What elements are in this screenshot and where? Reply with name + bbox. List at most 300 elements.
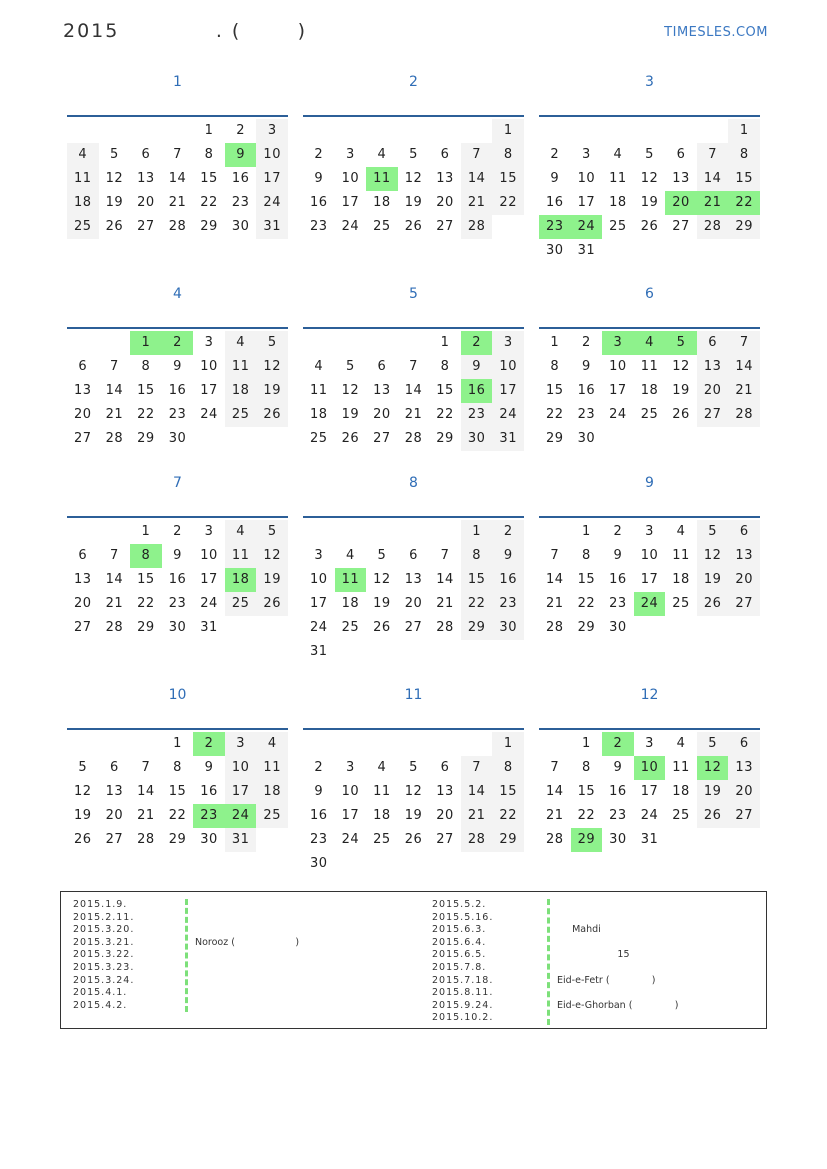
day-cell: 21 xyxy=(137,808,155,823)
day-cell: 23 xyxy=(168,596,187,611)
legend-holiday-name: 15 xyxy=(557,949,630,961)
day-cell: 26 xyxy=(404,219,423,234)
legend-holiday-name: Mahdi xyxy=(557,924,601,936)
legend-date: 2015.8.11. xyxy=(432,987,494,999)
empty-cell xyxy=(539,119,571,143)
day-cell: 14 xyxy=(105,572,124,587)
day-cell: 28 xyxy=(461,215,493,239)
day-cell: 4 xyxy=(345,548,355,563)
legend-date: 2015.10.2. xyxy=(432,1012,494,1024)
day-cell: 1 xyxy=(492,119,524,143)
empty-cell xyxy=(429,732,461,756)
day-cell: 14 xyxy=(105,383,124,398)
day-cell: 13 xyxy=(436,784,454,799)
day-cell: 12 xyxy=(256,355,288,379)
day-cell: 30 xyxy=(168,431,187,446)
day-cell: 23 xyxy=(310,832,328,847)
day-cell: 28 xyxy=(546,620,564,635)
day-cell: 19 xyxy=(640,195,659,210)
day-cell: 24 xyxy=(200,407,218,422)
empty-cell xyxy=(398,732,430,756)
day-cell: 19 xyxy=(105,195,124,210)
day-cell: 22 xyxy=(137,596,155,611)
day-cell: 27 xyxy=(74,620,92,635)
day-cell: 6 xyxy=(440,760,450,775)
day-cell: 21 xyxy=(546,808,564,823)
legend-date: 2015.5.2. xyxy=(432,899,487,910)
empty-cell xyxy=(67,331,99,355)
day-cell: 3 xyxy=(204,335,214,350)
day-cell: 31 xyxy=(200,620,218,635)
day-cell: 3 xyxy=(345,760,355,775)
empty-cell xyxy=(429,119,461,143)
day-cell: 6 xyxy=(409,548,418,563)
day-cell: 28 xyxy=(137,832,155,847)
day-cell: 19 xyxy=(74,808,92,823)
day-cell: 15 xyxy=(546,383,564,398)
day-cell: 1 xyxy=(581,736,591,751)
day-cell: 8 xyxy=(581,760,591,775)
day-cell: 12 xyxy=(697,544,729,568)
day-cell: 5 xyxy=(409,760,418,775)
day-cell: 10 xyxy=(310,572,328,587)
day-cell: 22 xyxy=(577,808,596,823)
day-cell: 16 xyxy=(200,784,218,799)
month-divider xyxy=(539,327,760,329)
day-cell: 29 xyxy=(546,431,564,446)
holiday-day-cell: 3 xyxy=(602,331,634,355)
day-cell: 26 xyxy=(373,620,391,635)
day-cell: 8 xyxy=(581,548,591,563)
day-cell: 24 xyxy=(341,219,360,234)
day-cell: 28 xyxy=(461,828,493,852)
empty-cell xyxy=(303,119,335,143)
holiday-day-cell: 8 xyxy=(130,544,162,568)
day-cell: 25 xyxy=(225,592,257,616)
empty-cell xyxy=(130,119,162,143)
day-cell: 5 xyxy=(645,147,654,162)
day-cell: 26 xyxy=(74,832,92,847)
month-title: 1 xyxy=(173,74,182,90)
empty-cell xyxy=(67,119,99,143)
day-cell: 3 xyxy=(225,732,257,756)
day-cell: 24 xyxy=(341,832,360,847)
day-cell: 13 xyxy=(74,383,92,398)
day-cell: 3 xyxy=(204,524,214,539)
day-cell: 18 xyxy=(609,195,627,210)
day-cell: 29 xyxy=(168,832,187,847)
holiday-day-cell: 2 xyxy=(461,331,493,355)
day-cell: 5 xyxy=(78,760,88,775)
day-cell: 31 xyxy=(640,832,659,847)
day-cell: 24 xyxy=(200,596,218,611)
empty-cell xyxy=(602,119,634,143)
legend-holiday-name xyxy=(557,899,787,912)
month-divider xyxy=(67,327,288,329)
empty-cell xyxy=(99,732,131,756)
legend-holiday-name xyxy=(557,962,787,975)
empty-cell xyxy=(398,331,430,355)
day-cell: 4 xyxy=(377,760,387,775)
holiday-day-cell: 9 xyxy=(225,143,257,167)
day-cell: 14 xyxy=(137,784,155,799)
legend-date: 2015.4.1. xyxy=(73,987,128,999)
day-cell: 21 xyxy=(404,407,423,422)
day-cell: 23 xyxy=(168,407,187,422)
empty-cell xyxy=(335,520,367,544)
day-cell: 27 xyxy=(137,219,155,234)
day-cell: 14 xyxy=(436,572,454,587)
empty-cell xyxy=(303,520,335,544)
month-divider xyxy=(303,327,524,329)
day-cell: 15 xyxy=(168,784,187,799)
day-cell: 17 xyxy=(492,379,524,403)
empty-cell xyxy=(571,119,603,143)
day-cell: 15 xyxy=(492,780,524,804)
day-cell: 15 xyxy=(461,568,493,592)
day-cell: 25 xyxy=(225,403,257,427)
day-cell: 14 xyxy=(168,171,187,186)
month-title: 7 xyxy=(173,475,182,491)
empty-cell xyxy=(130,732,162,756)
empty-cell xyxy=(398,520,430,544)
legend-holiday-name xyxy=(195,949,425,962)
day-cell: 27 xyxy=(436,832,454,847)
day-cell: 19 xyxy=(341,407,360,422)
day-grid xyxy=(67,732,288,852)
day-cell: 23 xyxy=(492,592,524,616)
day-cell: 28 xyxy=(105,431,124,446)
holiday-day-cell: 5 xyxy=(665,331,697,355)
day-cell: 18 xyxy=(640,383,659,398)
day-cell: 30 xyxy=(200,832,218,847)
day-cell: 20 xyxy=(436,808,454,823)
day-cell: 15 xyxy=(137,383,155,398)
day-cell: 1 xyxy=(550,335,560,350)
day-cell: 10 xyxy=(225,756,257,780)
day-cell: 8 xyxy=(173,760,182,775)
day-cell: 29 xyxy=(137,620,155,635)
day-cell: 6 xyxy=(440,147,450,162)
day-cell: 17 xyxy=(640,572,659,587)
day-cell: 26 xyxy=(672,407,690,422)
day-cell: 20 xyxy=(404,596,423,611)
legend-dates-left xyxy=(73,899,134,1012)
day-cell: 20 xyxy=(105,808,124,823)
day-cell: 24 xyxy=(256,191,288,215)
day-cell: 6 xyxy=(377,359,387,374)
day-cell: 25 xyxy=(672,808,690,823)
legend-date: 2015.2.11. xyxy=(73,911,135,923)
holiday-day-cell: 24 xyxy=(571,215,603,239)
legend-date: 2015.9.24. xyxy=(432,999,494,1011)
day-cell: 1 xyxy=(440,335,450,350)
holiday-day-cell: 23 xyxy=(539,215,571,239)
day-cell: 21 xyxy=(546,596,564,611)
day-cell: 6 xyxy=(697,331,729,355)
holiday-day-cell: 2 xyxy=(162,331,194,355)
day-cell: 23 xyxy=(577,407,596,422)
day-cell: 14 xyxy=(546,784,564,799)
legend-holiday-name xyxy=(557,937,787,950)
day-cell: 6 xyxy=(728,520,760,544)
legend-date: 2015.5.16. xyxy=(432,911,494,923)
empty-cell xyxy=(335,732,367,756)
day-cell: 23 xyxy=(231,195,250,210)
month-divider xyxy=(303,516,524,518)
legend-holiday-name xyxy=(195,987,425,1000)
day-cell: 6 xyxy=(141,147,151,162)
day-cell: 1 xyxy=(173,736,182,751)
day-cell: 16 xyxy=(577,383,596,398)
day-cell: 22 xyxy=(436,407,454,422)
month-title: 6 xyxy=(645,286,654,302)
day-cell: 7 xyxy=(728,331,760,355)
month-divider xyxy=(303,728,524,730)
holiday-day-cell: 4 xyxy=(634,331,666,355)
holiday-day-cell: 18 xyxy=(225,568,257,592)
legend-date: 2015.3.23. xyxy=(73,961,135,973)
day-cell: 9 xyxy=(173,359,182,374)
day-cell: 10 xyxy=(492,355,524,379)
day-cell: 11 xyxy=(225,544,257,568)
legend-date: 2015.6.5. xyxy=(432,949,487,961)
legend-holiday-name xyxy=(195,975,425,988)
day-cell: 29 xyxy=(461,616,493,640)
day-cell: 17 xyxy=(200,572,218,587)
day-cell: 21 xyxy=(461,804,493,828)
day-cell: 7 xyxy=(141,760,151,775)
day-cell: 14 xyxy=(404,383,423,398)
day-cell: 1 xyxy=(581,524,591,539)
day-cell: 19 xyxy=(697,780,729,804)
day-cell: 30 xyxy=(609,620,627,635)
empty-cell xyxy=(398,119,430,143)
day-cell: 2 xyxy=(581,335,591,350)
day-cell: 3 xyxy=(581,147,591,162)
legend-date: 2015.7.18. xyxy=(432,974,494,986)
day-cell: 3 xyxy=(645,524,654,539)
day-cell: 28 xyxy=(697,215,729,239)
day-cell: 28 xyxy=(546,832,564,847)
month-divider xyxy=(303,115,524,117)
empty-cell xyxy=(303,732,335,756)
day-cell: 22 xyxy=(137,407,155,422)
empty-cell xyxy=(303,331,335,355)
legend-date: 2015.3.22. xyxy=(73,949,135,961)
day-cell: 13 xyxy=(404,572,423,587)
day-cell: 20 xyxy=(436,195,454,210)
day-cell: 13 xyxy=(697,355,729,379)
day-cell: 9 xyxy=(461,355,493,379)
day-cell: 5 xyxy=(256,331,288,355)
day-cell: 17 xyxy=(256,167,288,191)
day-cell: 6 xyxy=(78,548,88,563)
day-cell: 12 xyxy=(256,544,288,568)
day-cell: 29 xyxy=(436,431,454,446)
empty-cell xyxy=(429,520,461,544)
day-cell: 12 xyxy=(404,171,423,186)
day-grid xyxy=(539,520,760,640)
day-cell: 20 xyxy=(74,596,92,611)
day-cell: 26 xyxy=(640,219,659,234)
day-cell: 27 xyxy=(728,592,760,616)
day-cell: 23 xyxy=(609,808,627,823)
day-cell: 31 xyxy=(492,427,524,451)
legend-date: 2015.4.2. xyxy=(73,999,128,1011)
month-divider xyxy=(539,728,760,730)
day-cell: 22 xyxy=(492,804,524,828)
legend-holiday-name xyxy=(557,987,787,1000)
day-cell: 10 xyxy=(200,359,218,374)
day-cell: 2 xyxy=(492,520,524,544)
day-cell: 27 xyxy=(672,219,690,234)
day-cell: 27 xyxy=(436,219,454,234)
day-cell: 11 xyxy=(310,383,328,398)
day-cell: 30 xyxy=(310,856,328,871)
day-cell: 19 xyxy=(697,568,729,592)
day-cell: 10 xyxy=(640,548,659,563)
page-title: 2015 . ( ) xyxy=(63,20,308,42)
day-cell: 18 xyxy=(672,784,690,799)
day-cell: 7 xyxy=(461,756,493,780)
day-cell: 11 xyxy=(67,167,99,191)
day-cell: 9 xyxy=(581,359,591,374)
day-cell: 5 xyxy=(697,732,729,756)
empty-cell xyxy=(461,732,493,756)
day-cell: 15 xyxy=(436,383,454,398)
day-cell: 13 xyxy=(672,171,690,186)
holiday-day-cell: 24 xyxy=(634,592,666,616)
holiday-day-cell: 23 xyxy=(193,804,225,828)
empty-cell xyxy=(634,119,666,143)
day-cell: 22 xyxy=(200,195,218,210)
day-cell: 15 xyxy=(728,167,760,191)
day-cell: 10 xyxy=(341,784,360,799)
day-cell: 4 xyxy=(676,524,686,539)
day-cell: 16 xyxy=(168,383,187,398)
legend-date: 2015.3.20. xyxy=(73,924,135,936)
day-grid xyxy=(539,732,760,852)
day-cell: 2 xyxy=(314,760,324,775)
day-cell: 22 xyxy=(461,592,493,616)
day-cell: 16 xyxy=(310,808,328,823)
legend-holiday-name xyxy=(557,1012,787,1025)
day-cell: 8 xyxy=(550,359,560,374)
holiday-day-cell: 11 xyxy=(366,167,398,191)
legend-holiday-name xyxy=(195,899,425,912)
day-cell: 15 xyxy=(200,171,218,186)
day-cell: 10 xyxy=(200,548,218,563)
day-cell: 27 xyxy=(373,431,391,446)
day-cell: 16 xyxy=(168,572,187,587)
day-cell: 12 xyxy=(672,359,690,374)
day-cell: 1 xyxy=(492,732,524,756)
day-grid xyxy=(67,331,288,451)
legend-date: 2015.7.8. xyxy=(432,961,487,973)
day-cell: 30 xyxy=(231,219,250,234)
day-cell: 18 xyxy=(225,379,257,403)
day-cell: 28 xyxy=(105,620,124,635)
day-cell: 21 xyxy=(461,191,493,215)
day-cell: 9 xyxy=(314,784,324,799)
day-cell: 28 xyxy=(436,620,454,635)
day-cell: 21 xyxy=(728,379,760,403)
day-cell: 18 xyxy=(341,596,360,611)
day-cell: 13 xyxy=(436,171,454,186)
day-cell: 8 xyxy=(492,143,524,167)
legend-holiday-name: Eid-e-Fetr ( ) xyxy=(557,974,656,986)
holiday-day-cell: 12 xyxy=(697,756,729,780)
brand-logo[interactable]: TIMESLES.COM xyxy=(664,25,768,40)
holiday-day-cell: 20 xyxy=(665,191,697,215)
day-cell: 8 xyxy=(440,359,450,374)
empty-cell xyxy=(697,119,729,143)
day-cell: 25 xyxy=(640,407,659,422)
day-cell: 7 xyxy=(550,548,560,563)
legend-holiday-name: Norooz ( ) xyxy=(195,936,300,948)
empty-cell xyxy=(665,119,697,143)
day-cell: 10 xyxy=(609,359,627,374)
day-cell: 7 xyxy=(173,147,182,162)
day-grid xyxy=(303,520,524,664)
day-cell: 6 xyxy=(109,760,119,775)
month-title: 10 xyxy=(168,687,187,703)
empty-cell xyxy=(162,119,194,143)
day-cell: 18 xyxy=(256,780,288,804)
month-title: 11 xyxy=(404,687,423,703)
day-cell: 5 xyxy=(345,359,355,374)
day-cell: 11 xyxy=(672,548,690,563)
day-cell: 2 xyxy=(236,123,246,138)
empty-cell xyxy=(99,119,131,143)
empty-cell xyxy=(67,520,99,544)
day-cell: 27 xyxy=(404,620,423,635)
day-cell: 16 xyxy=(310,195,328,210)
day-grid xyxy=(539,119,760,263)
day-cell: 26 xyxy=(256,403,288,427)
legend-dates-right xyxy=(432,899,493,1025)
day-cell: 7 xyxy=(109,359,119,374)
month-divider xyxy=(67,516,288,518)
day-cell: 10 xyxy=(256,143,288,167)
day-cell: 2 xyxy=(173,524,182,539)
day-cell: 30 xyxy=(168,620,187,635)
day-cell: 6 xyxy=(676,147,686,162)
month-divider xyxy=(67,728,288,730)
day-cell: 7 xyxy=(550,760,560,775)
day-cell: 30 xyxy=(461,427,493,451)
day-cell: 2 xyxy=(550,147,560,162)
day-cell: 16 xyxy=(492,568,524,592)
day-cell: 25 xyxy=(341,620,360,635)
day-cell: 28 xyxy=(728,403,760,427)
day-cell: 22 xyxy=(577,596,596,611)
month-title: 12 xyxy=(640,687,659,703)
day-cell: 16 xyxy=(609,572,627,587)
day-cell: 5 xyxy=(256,520,288,544)
day-cell: 29 xyxy=(492,828,524,852)
holiday-day-cell: 2 xyxy=(602,732,634,756)
day-cell: 17 xyxy=(609,383,627,398)
day-cell: 6 xyxy=(78,359,88,374)
day-cell: 10 xyxy=(577,171,596,186)
day-cell: 23 xyxy=(461,403,493,427)
day-cell: 18 xyxy=(310,407,328,422)
day-cell: 18 xyxy=(67,191,99,215)
day-cell: 11 xyxy=(256,756,288,780)
day-cell: 29 xyxy=(200,219,218,234)
